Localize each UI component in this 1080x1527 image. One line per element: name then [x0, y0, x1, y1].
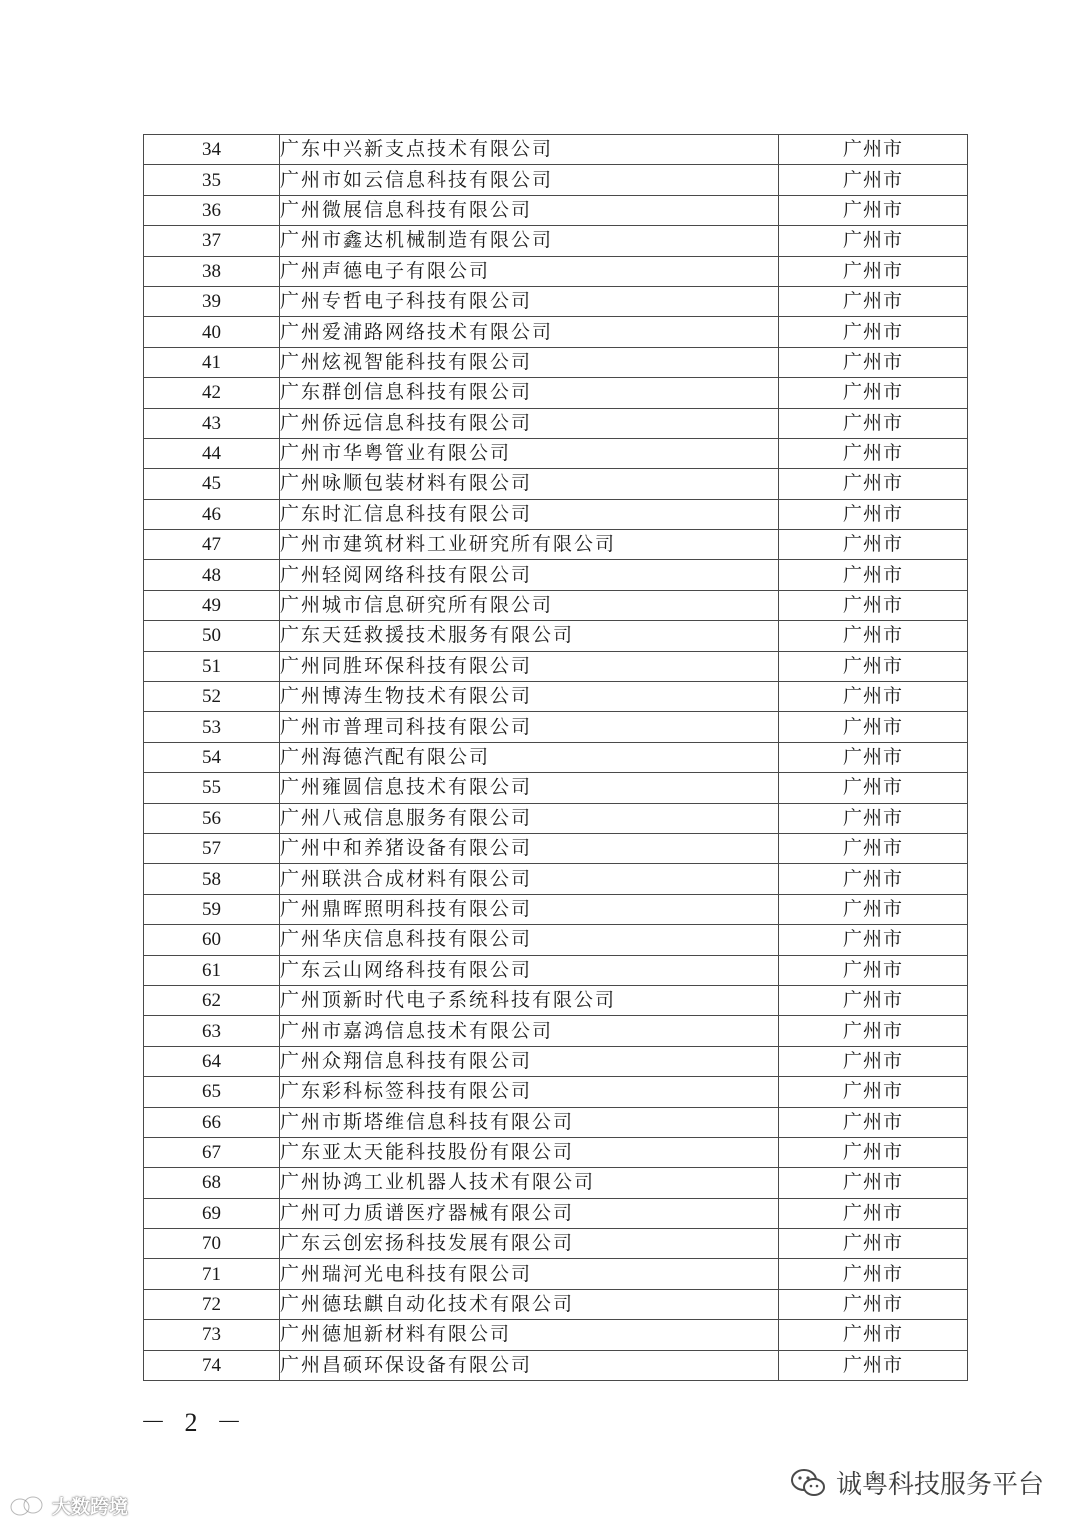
company-name-cell: 广州博涛生物技术有限公司 [280, 682, 779, 712]
table-row [144, 1077, 968, 1107]
table-row [144, 1016, 968, 1046]
city-cell: 广州市 [779, 1046, 968, 1076]
row-number-cell: 70 [144, 1229, 280, 1259]
table-row [144, 469, 968, 499]
company-name-cell: 广东云山网络科技有限公司 [280, 955, 779, 985]
city-cell: 广州市 [779, 438, 968, 468]
table-row [144, 773, 968, 803]
city-cell: 广州市 [779, 1350, 968, 1380]
table-row [144, 1107, 968, 1137]
company-name-cell: 广东天廷救援技术服务有限公司 [280, 621, 779, 651]
wechat-account-name: 诚粤科技服务平台 [835, 1470, 1044, 1500]
row-number-cell: 36 [144, 195, 280, 225]
company-name-cell: 广州市鑫达机械制造有限公司 [280, 226, 779, 256]
table-row [144, 621, 968, 651]
table-row [144, 438, 968, 468]
company-name-cell: 广州德珐麒自动化技术有限公司 [280, 1289, 779, 1319]
table-row [144, 1137, 968, 1167]
table-row [144, 682, 968, 712]
page-number: － 2 － [140, 1408, 249, 1437]
city-cell: 广州市 [779, 560, 968, 590]
image-watermark [8, 1492, 128, 1519]
city-cell: 广州市 [779, 894, 968, 924]
wechat-source-watermark [790, 1464, 1044, 1501]
table-row [144, 590, 968, 620]
row-number-cell: 43 [144, 408, 280, 438]
company-name-cell: 广州顶新时代电子系统科技有限公司 [280, 985, 779, 1015]
company-name-cell: 广州德旭新材料有限公司 [280, 1320, 779, 1350]
company-name-cell: 广州轻阅网络科技有限公司 [280, 560, 779, 590]
row-number-cell: 37 [144, 226, 280, 256]
wechat-icon [790, 1468, 826, 1498]
row-number-cell: 35 [144, 165, 280, 195]
city-cell: 广州市 [779, 985, 968, 1015]
city-cell: 广州市 [779, 1320, 968, 1350]
table-row [144, 925, 968, 955]
row-number-cell: 45 [144, 469, 280, 499]
city-cell: 广州市 [779, 925, 968, 955]
row-number-cell: 47 [144, 530, 280, 560]
row-number-cell: 63 [144, 1016, 280, 1046]
row-number-cell: 53 [144, 712, 280, 742]
city-cell: 广州市 [779, 1168, 968, 1198]
city-cell: 广州市 [779, 256, 968, 286]
table-row [144, 1046, 968, 1076]
company-name-cell: 广东彩科标签科技有限公司 [280, 1077, 779, 1107]
table-row [144, 499, 968, 529]
row-number-cell: 66 [144, 1107, 280, 1137]
row-number-cell: 54 [144, 742, 280, 772]
table-row [144, 1289, 968, 1319]
row-number-cell: 61 [144, 955, 280, 985]
row-number-cell: 34 [144, 135, 280, 165]
row-number-cell: 56 [144, 803, 280, 833]
table-row [144, 803, 968, 833]
table-row [144, 286, 968, 316]
row-number-cell: 44 [144, 438, 280, 468]
company-name-cell: 广州声德电子有限公司 [280, 256, 779, 286]
table-row [144, 378, 968, 408]
city-cell: 广州市 [779, 833, 968, 863]
row-number-cell: 71 [144, 1259, 280, 1289]
row-number-cell: 40 [144, 317, 280, 347]
row-number-cell: 46 [144, 499, 280, 529]
watermark-text: 大数跨境 [52, 1496, 129, 1518]
city-cell: 广州市 [779, 590, 968, 620]
table-row [144, 165, 968, 195]
company-name-cell: 广州市华粤管业有限公司 [280, 438, 779, 468]
table-row [144, 1320, 968, 1350]
company-name-cell: 广州众翔信息科技有限公司 [280, 1046, 779, 1076]
table-row [144, 1229, 968, 1259]
city-cell: 广州市 [779, 165, 968, 195]
table-row [144, 560, 968, 590]
city-cell: 广州市 [779, 651, 968, 681]
row-number-cell: 57 [144, 833, 280, 863]
row-number-cell: 72 [144, 1289, 280, 1319]
city-cell: 广州市 [779, 226, 968, 256]
table-row [144, 408, 968, 438]
table-row [144, 195, 968, 225]
company-name-cell: 广州咏顺包装材料有限公司 [280, 469, 779, 499]
row-number-cell: 59 [144, 894, 280, 924]
city-cell: 广州市 [779, 682, 968, 712]
company-name-cell: 广东中兴新支点技术有限公司 [280, 135, 779, 165]
row-number-cell: 67 [144, 1137, 280, 1167]
table-row [144, 317, 968, 347]
company-name-cell: 广州市普理司科技有限公司 [280, 712, 779, 742]
watermark-logo-icon [8, 1493, 48, 1519]
company-name-cell: 广东亚太天能科技股份有限公司 [280, 1137, 779, 1167]
company-name-cell: 广州城市信息研究所有限公司 [280, 590, 779, 620]
company-name-cell: 广东云创宏扬科技发展有限公司 [280, 1229, 779, 1259]
row-number-cell: 51 [144, 651, 280, 681]
city-cell: 广州市 [779, 1198, 968, 1228]
company-name-cell: 广州瑞河光电科技有限公司 [280, 1259, 779, 1289]
table-row [144, 651, 968, 681]
table-row [144, 742, 968, 772]
table-row [144, 833, 968, 863]
city-cell: 广州市 [779, 864, 968, 894]
company-name-cell: 广州可力质谱医疗器械有限公司 [280, 1198, 779, 1228]
company-name-cell: 广州华庆信息科技有限公司 [280, 925, 779, 955]
city-cell: 广州市 [779, 1107, 968, 1137]
company-name-cell: 广州中和养猪设备有限公司 [280, 833, 779, 863]
table-row [144, 712, 968, 742]
city-cell: 广州市 [779, 1016, 968, 1046]
city-cell: 广州市 [779, 773, 968, 803]
row-number-cell: 49 [144, 590, 280, 620]
city-cell: 广州市 [779, 1289, 968, 1319]
table-row [144, 985, 968, 1015]
company-name-cell: 广州同胜环保科技有限公司 [280, 651, 779, 681]
company-name-cell: 广东时汇信息科技有限公司 [280, 499, 779, 529]
company-name-cell: 广州专哲电子科技有限公司 [280, 286, 779, 316]
row-number-cell: 65 [144, 1077, 280, 1107]
city-cell: 广州市 [779, 1229, 968, 1259]
city-cell: 广州市 [779, 621, 968, 651]
city-cell: 广州市 [779, 469, 968, 499]
row-number-cell: 62 [144, 985, 280, 1015]
city-cell: 广州市 [779, 499, 968, 529]
table-row [144, 1259, 968, 1289]
row-number-cell: 55 [144, 773, 280, 803]
city-cell: 广州市 [779, 408, 968, 438]
table-row [144, 955, 968, 985]
city-cell: 广州市 [779, 955, 968, 985]
company-list-table [143, 134, 968, 1381]
company-name-cell: 广州微展信息科技有限公司 [280, 195, 779, 225]
company-name-cell: 广州侨远信息科技有限公司 [280, 408, 779, 438]
table-row [144, 135, 968, 165]
city-cell: 广州市 [779, 712, 968, 742]
company-name-cell: 广州协鸿工业机器人技术有限公司 [280, 1168, 779, 1198]
row-number-cell: 38 [144, 256, 280, 286]
company-name-cell: 广州市如云信息科技有限公司 [280, 165, 779, 195]
company-list-body [144, 135, 968, 1381]
table-row [144, 864, 968, 894]
city-cell: 广州市 [779, 1259, 968, 1289]
city-cell: 广州市 [779, 195, 968, 225]
table-row [144, 226, 968, 256]
company-name-cell: 广州爱浦路网络技术有限公司 [280, 317, 779, 347]
table-row [144, 256, 968, 286]
company-name-cell: 广州联洪合成材料有限公司 [280, 864, 779, 894]
company-name-cell: 广州市建筑材料工业研究所有限公司 [280, 530, 779, 560]
city-cell: 广州市 [779, 378, 968, 408]
city-cell: 广州市 [779, 347, 968, 377]
company-name-cell: 广东群创信息科技有限公司 [280, 378, 779, 408]
row-number-cell: 41 [144, 347, 280, 377]
table-row [144, 1198, 968, 1228]
company-name-cell: 广州昌硕环保设备有限公司 [280, 1350, 779, 1380]
city-cell: 广州市 [779, 530, 968, 560]
city-cell: 广州市 [779, 317, 968, 347]
city-cell: 广州市 [779, 286, 968, 316]
company-name-cell: 广州炫视智能科技有限公司 [280, 347, 779, 377]
city-cell: 广州市 [779, 135, 968, 165]
table-row [144, 530, 968, 560]
row-number-cell: 73 [144, 1320, 280, 1350]
company-name-cell: 广州市斯塔维信息科技有限公司 [280, 1107, 779, 1137]
table-row [144, 894, 968, 924]
row-number-cell: 50 [144, 621, 280, 651]
company-name-cell: 广州雍圆信息技术有限公司 [280, 773, 779, 803]
table-row [144, 347, 968, 377]
table-row [144, 1168, 968, 1198]
company-name-cell: 广州八戒信息服务有限公司 [280, 803, 779, 833]
company-name-cell: 广州鼎晖照明科技有限公司 [280, 894, 779, 924]
city-cell: 广州市 [779, 803, 968, 833]
row-number-cell: 69 [144, 1198, 280, 1228]
city-cell: 广州市 [779, 1137, 968, 1167]
row-number-cell: 64 [144, 1046, 280, 1076]
city-cell: 广州市 [779, 1077, 968, 1107]
row-number-cell: 60 [144, 925, 280, 955]
row-number-cell: 74 [144, 1350, 280, 1380]
company-name-cell: 广州市嘉鸿信息技术有限公司 [280, 1016, 779, 1046]
row-number-cell: 52 [144, 682, 280, 712]
city-cell: 广州市 [779, 742, 968, 772]
row-number-cell: 48 [144, 560, 280, 590]
row-number-cell: 42 [144, 378, 280, 408]
table-row [144, 1350, 968, 1380]
row-number-cell: 39 [144, 286, 280, 316]
row-number-cell: 58 [144, 864, 280, 894]
row-number-cell: 68 [144, 1168, 280, 1198]
company-name-cell: 广州海德汽配有限公司 [280, 742, 779, 772]
